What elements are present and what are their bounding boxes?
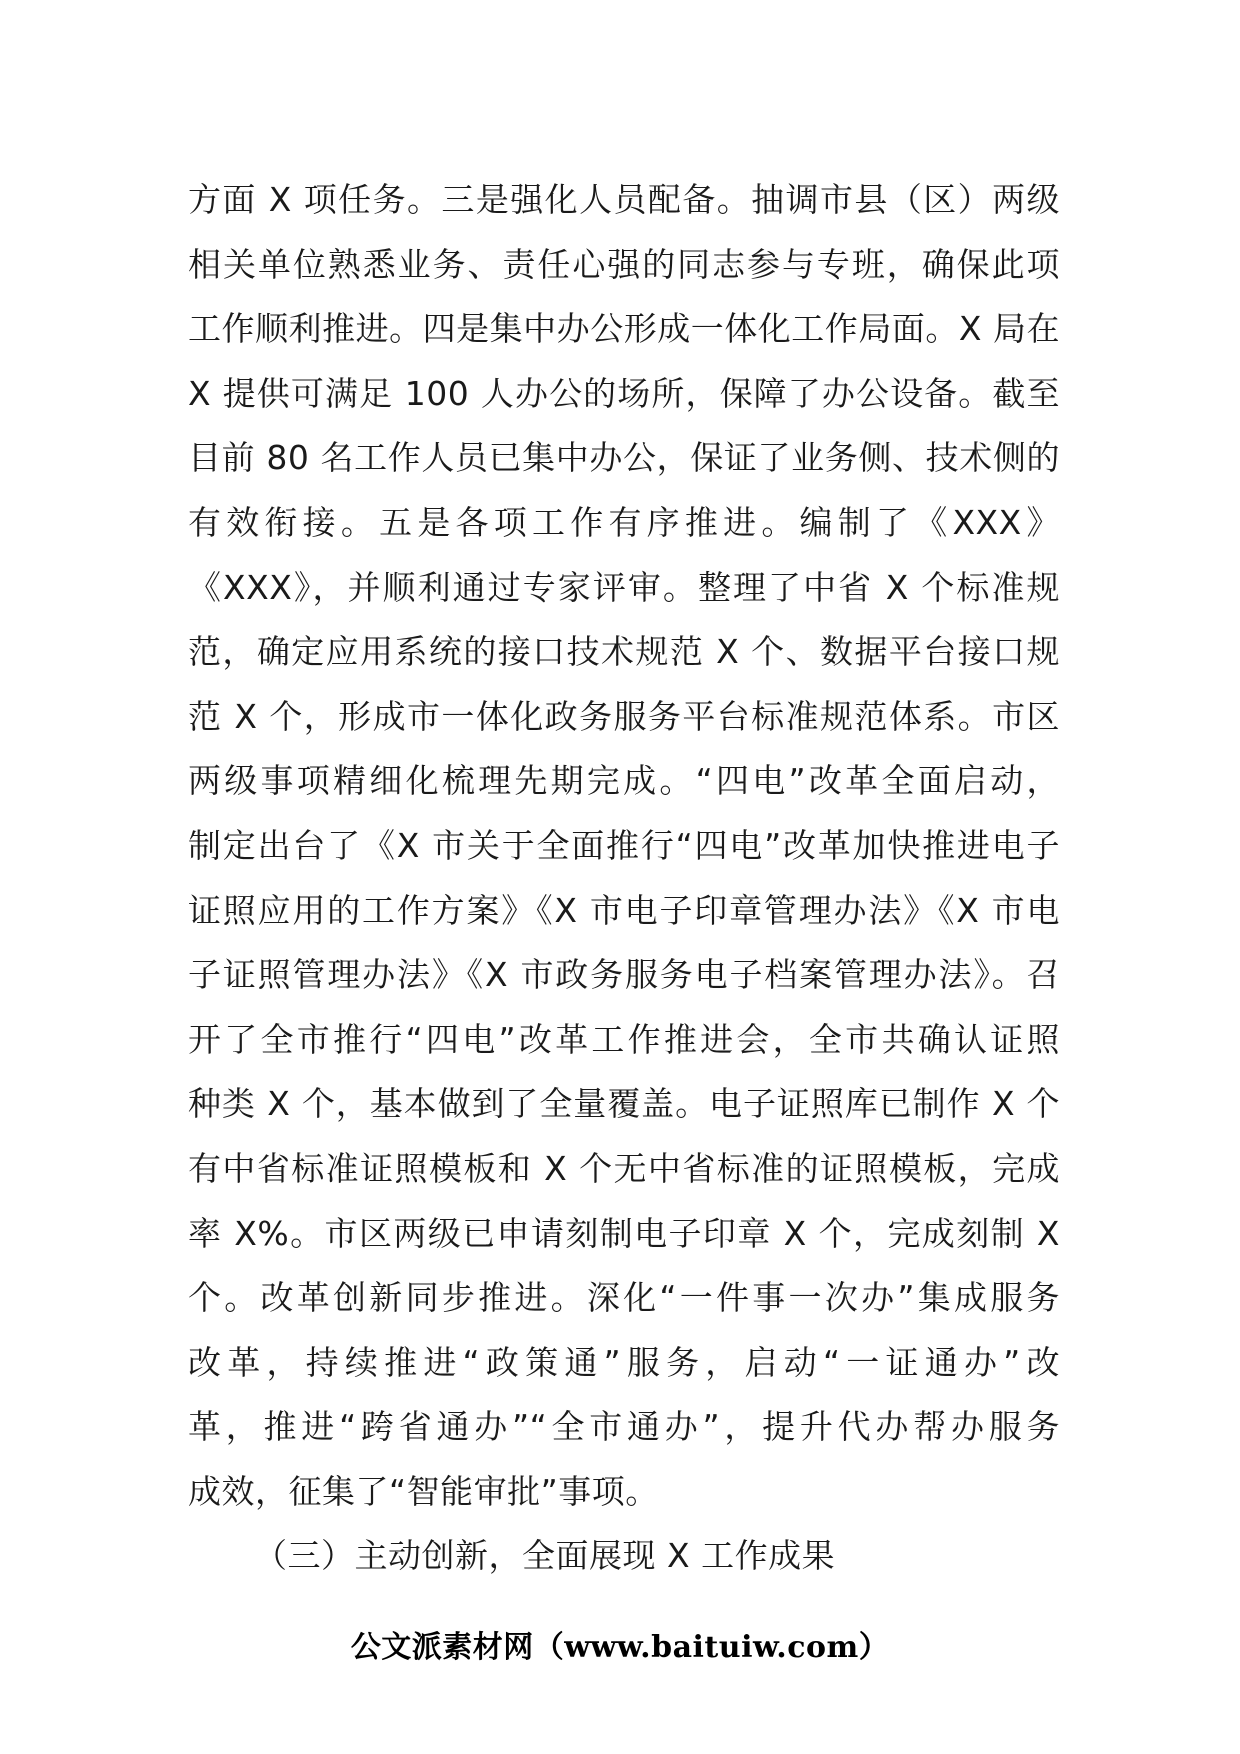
text-line: 率 X%。市区两级已申请刻制电子印章 X 个，完成刻制 X	[188, 1213, 1060, 1253]
text-line: 有效衔接。五是各项工作有序推进。编制了《XXX》	[188, 502, 1060, 542]
text-line: 子证照管理办法》《X 市政务服务电子档案管理办法》。召	[188, 955, 1060, 995]
text-line: 有中省标准证照模板和 X 个无中省标准的证照模板，完成	[188, 1148, 1060, 1188]
text-line: 个。改革创新同步推进。深化“一件事一次办”集成服务	[188, 1278, 1060, 1318]
section-heading: （三）主动创新，全面展现 X 工作成果	[254, 1536, 836, 1576]
text-line: 开了全市推行“四电”改革工作推进会，全市共确认证照	[188, 1019, 1060, 1059]
text-line: 种类 X 个，基本做到了全量覆盖。电子证照库已制作 X 个	[188, 1084, 1060, 1124]
text-line: 工作顺利推进。四是集中办公形成一体化工作局面。X 局在	[188, 309, 1060, 349]
footer-source: 公文派素材网（www.baituiw.com）	[350, 1630, 890, 1665]
text-line: X 提供可满足 100 人办公的场所，保障了办公设备。截至	[188, 373, 1060, 413]
text-line: 相关单位熟悉业务、责任心强的同志参与专班，确保此项	[188, 244, 1060, 284]
text-line: 范 X 个，形成市一体化政务服务平台标准规范体系。市区	[188, 696, 1060, 736]
text-line: 目前 80 名工作人员已集中办公，保证了业务侧、技术侧的	[188, 438, 1060, 478]
text-line: 制定出台了《X 市关于全面推行“四电”改革加快推进电子	[188, 825, 1060, 865]
text-line: 范，确定应用系统的接口技术规范 X 个、数据平台接口规	[188, 632, 1060, 672]
text-line: 方面 X 项任务。三是强化人员配备。抽调市县（区）两级	[188, 180, 1060, 219]
text-line: 成效，征集了“智能审批”事项。	[188, 1471, 659, 1511]
text-line: 革，推进“跨省通办”“全市通办”，提升代办帮办服务	[188, 1407, 1060, 1447]
text-line: 两级事项精细化梳理先期完成。“四电”改革全面启动，	[188, 761, 1060, 801]
text-line: 改革，持续推进“政策通”服务，启动“一证通办”改	[188, 1342, 1060, 1382]
body-text	[188, 168, 1060, 1589]
text-line: 《XXX》，并顺利通过专家评审。整理了中省 X 个标准规	[188, 567, 1060, 607]
text-line: 证照应用的工作方案》《X 市电子印章管理办法》《X 市电	[188, 890, 1060, 930]
